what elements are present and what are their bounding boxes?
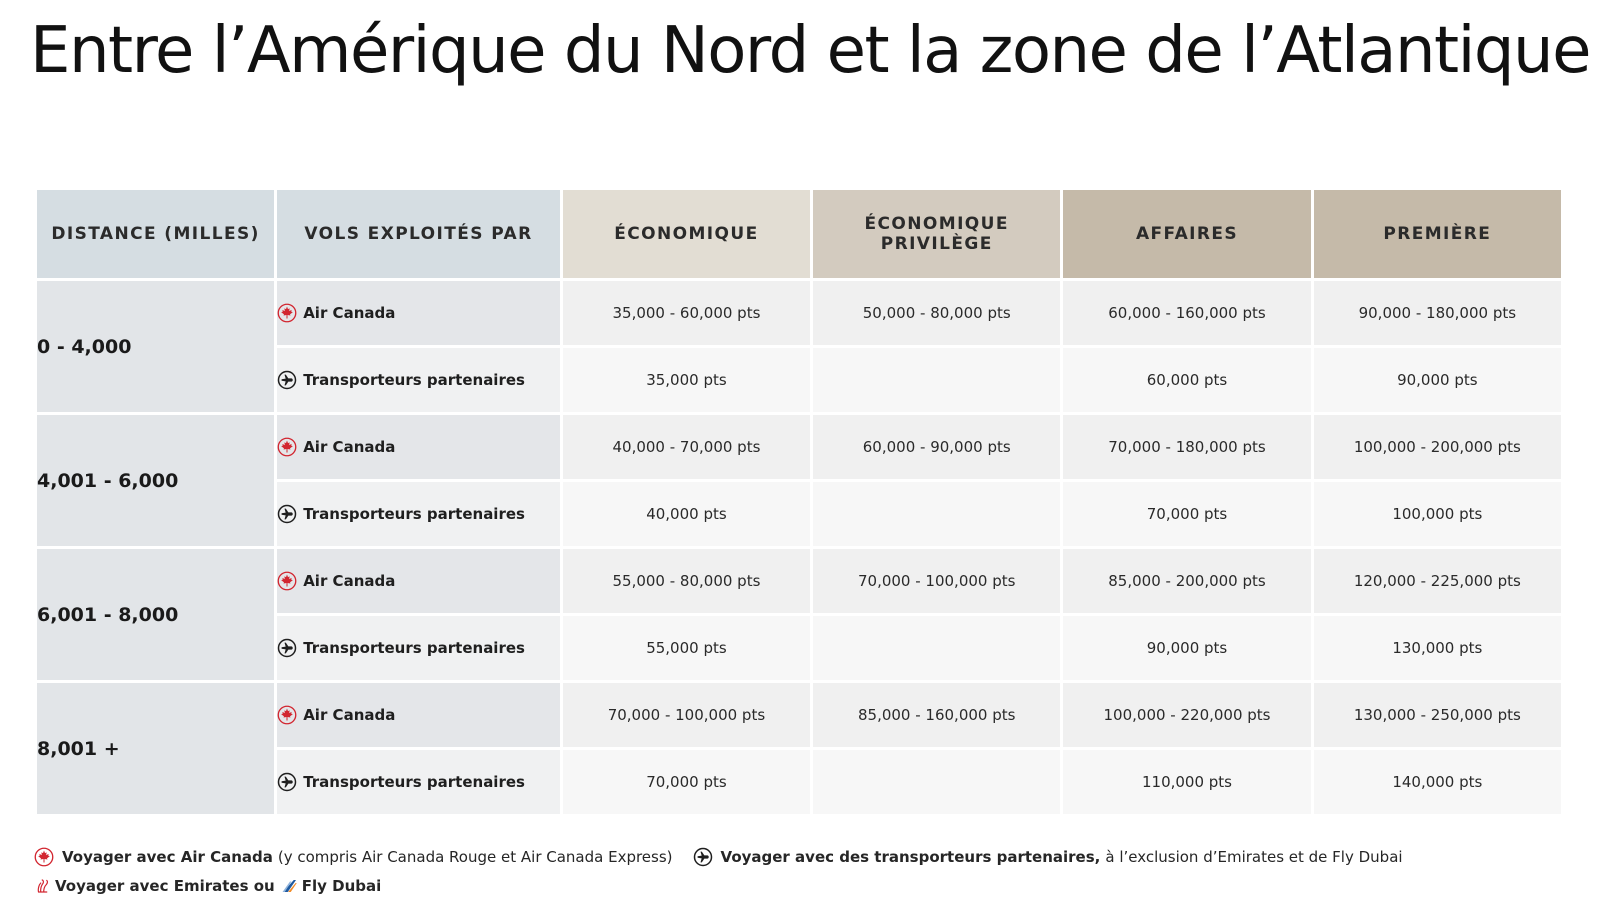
price-premium-economy — [813, 616, 1060, 680]
header-business: AFFAIRES — [1063, 190, 1310, 278]
operator-partners — [277, 750, 560, 814]
page-title: Entre l’Amérique du Nord et la zone de l’Atlantique — [30, 14, 1590, 88]
price-first: 100,000 - 200,000 pts — [1314, 415, 1561, 479]
table-row — [37, 415, 1561, 479]
distance-band: 6,001 - 8,000 — [37, 549, 274, 680]
price-first: 100,000 pts — [1314, 482, 1561, 546]
distance-band: 0 - 4,000 — [37, 281, 274, 412]
plane-circle-icon — [277, 638, 297, 658]
price-premium-economy: 60,000 - 90,000 pts — [813, 415, 1060, 479]
header-first: PREMIÈRE — [1314, 190, 1561, 278]
price-first: 130,000 - 250,000 pts — [1314, 683, 1561, 747]
legend-partners-bold: Voyager avec des transporteurs partenaires, — [720, 848, 1101, 866]
operator-label: Transporteurs partenaires — [303, 773, 525, 791]
price-business: 90,000 pts — [1063, 616, 1310, 680]
price-premium-economy: 50,000 - 80,000 pts — [813, 281, 1060, 345]
legend-emirates-flydubai — [34, 877, 381, 895]
maple-leaf-icon — [277, 705, 297, 725]
table-header-row — [37, 190, 1561, 278]
price-economy: 70,000 - 100,000 pts — [563, 683, 810, 747]
price-economy: 55,000 pts — [563, 616, 810, 680]
legend-partners — [693, 847, 1403, 867]
operator-partners — [277, 616, 560, 680]
header-premium-economy: ÉCONOMIQUE PRIVILÈGE — [813, 190, 1060, 278]
plane-circle-icon — [277, 370, 297, 390]
operator-label: Air Canada — [303, 304, 396, 322]
operator-partners — [277, 348, 560, 412]
legend-air-canada-note: (y compris Air Canada Rouge et Air Canada Express) — [277, 848, 673, 866]
price-first: 90,000 - 180,000 pts — [1314, 281, 1561, 345]
price-first: 120,000 - 225,000 pts — [1314, 549, 1561, 613]
operator-label: Air Canada — [303, 706, 396, 724]
operator-partners — [277, 482, 560, 546]
maple-leaf-icon — [277, 303, 297, 323]
price-business: 60,000 - 160,000 pts — [1063, 281, 1310, 345]
award-chart-table — [34, 187, 1564, 817]
price-business: 70,000 - 180,000 pts — [1063, 415, 1310, 479]
operator-air-canada — [277, 415, 560, 479]
legend-partners-note: à l’exclusion d’Emirates et de Fly Dubai — [1105, 848, 1403, 866]
operator-label: Air Canada — [303, 572, 396, 590]
operator-air-canada — [277, 281, 560, 345]
header-operated-by: VOLS EXPLOITÉS PAR — [277, 190, 560, 278]
price-premium-economy: 85,000 - 160,000 pts — [813, 683, 1060, 747]
operator-label: Transporteurs partenaires — [303, 505, 525, 523]
price-economy: 40,000 - 70,000 pts — [563, 415, 810, 479]
price-premium-economy — [813, 750, 1060, 814]
price-business: 110,000 pts — [1063, 750, 1310, 814]
price-economy: 55,000 - 80,000 pts — [563, 549, 810, 613]
operator-label: Transporteurs partenaires — [303, 371, 525, 389]
price-premium-economy — [813, 482, 1060, 546]
price-first: 90,000 pts — [1314, 348, 1561, 412]
price-economy: 35,000 pts — [563, 348, 810, 412]
price-first: 140,000 pts — [1314, 750, 1561, 814]
plane-circle-icon — [277, 504, 297, 524]
operator-label: Transporteurs partenaires — [303, 639, 525, 657]
price-premium-economy — [813, 348, 1060, 412]
price-first: 130,000 pts — [1314, 616, 1561, 680]
maple-leaf-icon — [277, 437, 297, 457]
price-premium-economy: 70,000 - 100,000 pts — [813, 549, 1060, 613]
distance-band: 4,001 - 6,000 — [37, 415, 274, 546]
operator-air-canada — [277, 683, 560, 747]
legend-air-canada — [34, 847, 673, 867]
legend-row — [34, 873, 1423, 899]
price-business: 60,000 pts — [1063, 348, 1310, 412]
price-business: 100,000 - 220,000 pts — [1063, 683, 1310, 747]
legend-row — [34, 844, 1423, 870]
legend-flydubai-label: Fly Dubai — [301, 877, 382, 895]
price-business: 70,000 pts — [1063, 482, 1310, 546]
distance-band: 8,001 + — [37, 683, 274, 814]
price-business: 85,000 - 200,000 pts — [1063, 549, 1310, 613]
price-economy: 40,000 pts — [563, 482, 810, 546]
legend-emirates-bold: Voyager avec Emirates ou — [55, 877, 275, 895]
plane-circle-icon — [277, 772, 297, 792]
table-row — [37, 683, 1561, 747]
maple-leaf-icon — [34, 847, 54, 867]
price-economy: 70,000 pts — [563, 750, 810, 814]
legend-air-canada-bold: Voyager avec Air Canada — [62, 848, 273, 866]
flydubai-logo-icon — [281, 877, 299, 895]
header-economy: ÉCONOMIQUE — [563, 190, 810, 278]
legend — [34, 844, 1423, 899]
operator-air-canada — [277, 549, 560, 613]
table-row — [37, 549, 1561, 613]
table-row — [37, 281, 1561, 345]
plane-circle-icon — [693, 847, 713, 867]
emirates-logo-icon — [34, 877, 52, 895]
operator-label: Air Canada — [303, 438, 396, 456]
maple-leaf-icon — [277, 571, 297, 591]
header-distance: DISTANCE (MILLES) — [37, 190, 274, 278]
price-economy: 35,000 - 60,000 pts — [563, 281, 810, 345]
